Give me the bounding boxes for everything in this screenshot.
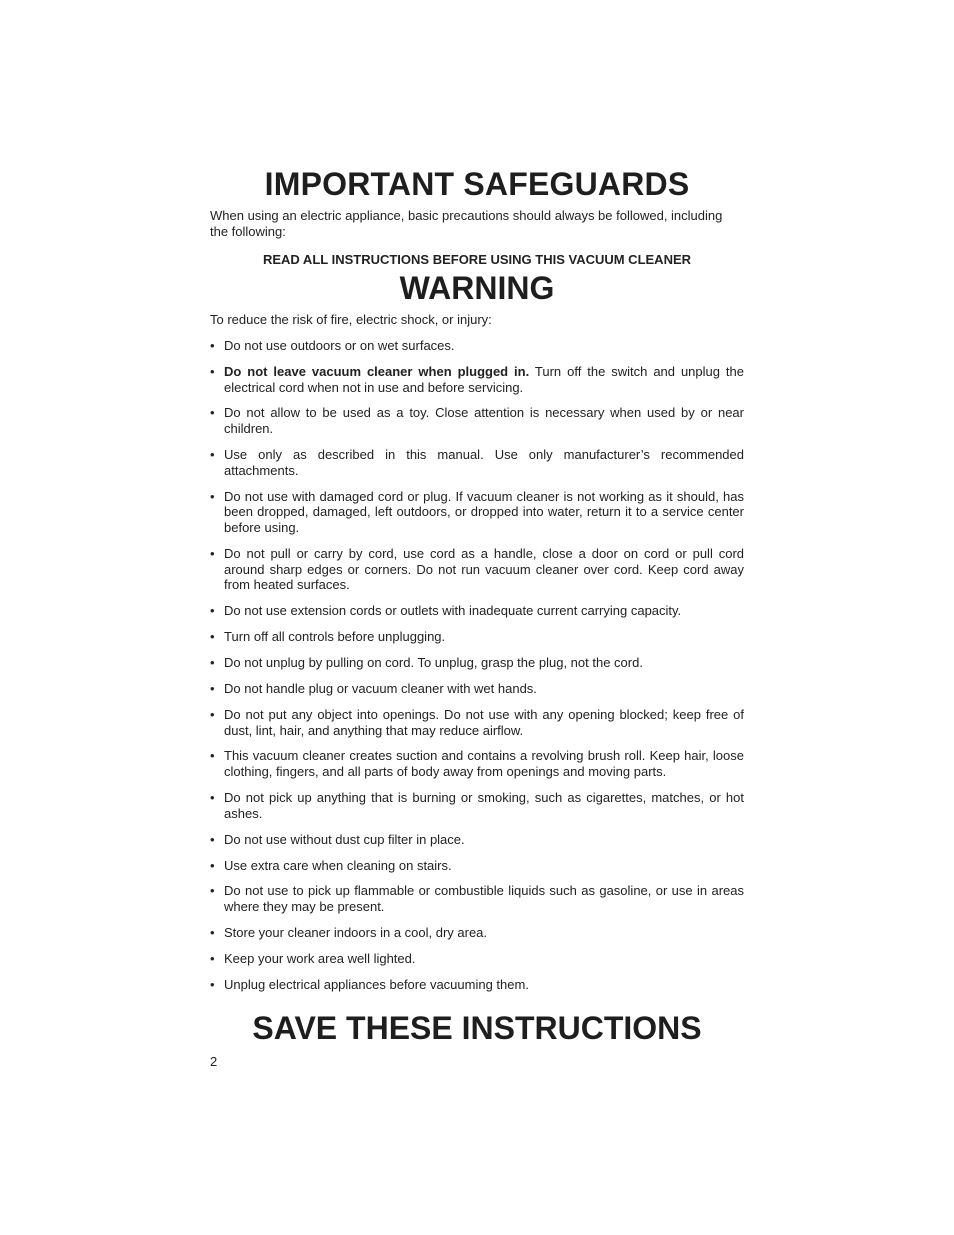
item-text: Do not use without dust cup filter in place. [224,831,465,847]
item-text: Store your cleaner indoors in a cool, dry area. [224,924,488,940]
item-text: Unplug electrical appliances before vacuuming them. [224,976,529,992]
item-text: Do not put any object into openings. Do not use with any opening blocked; keep free of dust, lint, hair, and anything that may reduce airflow. [224,706,744,738]
list-item [210,681,744,697]
bullet-icon: • [210,950,215,966]
item-text: Do not pick up anything that is burning or smoking, such as cigarettes, matches, or hot ashes. [224,790,744,821]
item-text: Do not use extension cords or outlets with inadequate current carrying capacity. [224,603,682,619]
bullet-icon: • [210,488,215,504]
safeguard-list [210,338,744,992]
item-text: Do not unplug by pulling on cord. To unplug, grasp the plug, not the cord. [224,655,643,671]
list-item [210,655,744,671]
item-text: Do not use with damaged cord or plug. If vacuum cleaner is not working as it should, has been dropped, damaged, left outdoors, or dropped into water, return it to a service center before using. [224,488,744,536]
item-text: This vacuum cleaner creates suction and contains a revolving brush roll. Keep hair, loose clothing, fingers, and all parts of body away from openings and moving parts. [224,748,744,780]
bullet-icon: • [210,831,215,847]
warning-heading: WARNING [399,270,555,306]
item-text: Use extra care when cleaning on stairs. [224,857,452,873]
bullet-icon: • [210,924,215,940]
bullet-icon: • [210,883,215,899]
list-item [210,883,744,914]
item-bold: Do not leave vacuum cleaner when plugged in. [224,363,530,379]
main-heading: IMPORTANT SAFEGUARDS [264,166,690,202]
item-text: Do not pull or carry by cord, use cord as a handle, close a door on cord or pull cord around sharp edges or corners. Do not run vacuum cleaner over cord. Keep cord away from heated surfaces. [224,545,744,593]
list-item [210,790,744,821]
list-item [210,748,744,779]
save-instructions-heading: SAVE THESE INSTRUCTIONS [252,1010,702,1047]
bullet-icon: • [210,857,215,873]
item-text: Turn off the switch and unplug the electrical cord when not in use and before servicing. [224,363,744,395]
bullet-icon: • [210,706,215,722]
list-item [210,338,744,354]
list-item [210,951,744,967]
bullet-icon: • [210,629,215,645]
read-all-instructions: READ ALL INSTRUCTIONS BEFORE USING THIS VACUUM CLEANER [262,252,692,267]
reduce-risk-text: To reduce the risk of fire, electric shock, or injury: [210,312,492,327]
item-text: Do not use outdoors or on wet surfaces. [224,338,455,353]
list-item [210,858,744,874]
document-page [210,164,744,1070]
item-text: Use only as described in this manual. Use only manufacturer’s recommended attachments. [224,447,744,478]
list-item [210,832,744,848]
bullet-icon: • [210,976,215,992]
bullet-icon: • [210,363,215,379]
list-item [210,546,744,593]
list-item [210,629,744,645]
item-text: Do not use to pick up flammable or combustible liquids such as gasoline, or use in areas where they may be present. [224,883,744,915]
item-text: Keep your work area well lighted. [224,950,416,966]
bullet-icon: • [210,680,215,696]
list-item [210,364,744,395]
bullet-icon: • [210,790,215,806]
list-item [210,405,744,436]
intro-text: When using an electric appliance, basic precautions should always be followed, including the following: [210,208,723,239]
list-item [210,489,744,536]
list-item [210,707,744,738]
item-text: Turn off all controls before unplugging. [224,629,446,645]
bullet-icon: • [210,748,215,764]
bullet-icon: • [210,655,215,671]
bullet-icon: • [210,405,215,421]
list-item [210,603,744,619]
list-item [210,925,744,941]
bullet-icon: • [210,603,215,619]
item-text: Do not handle plug or vacuum cleaner with wet hands. [224,680,537,696]
list-item [210,977,744,993]
list-item [210,447,744,478]
item-text: Do not allow to be used as a toy. Close attention is necessary when used by or near children. [224,405,744,437]
bullet-icon: • [210,545,215,561]
bullet-icon: • [210,447,215,463]
bullet-icon: • [210,338,215,353]
page-number: 2 [210,1054,218,1070]
